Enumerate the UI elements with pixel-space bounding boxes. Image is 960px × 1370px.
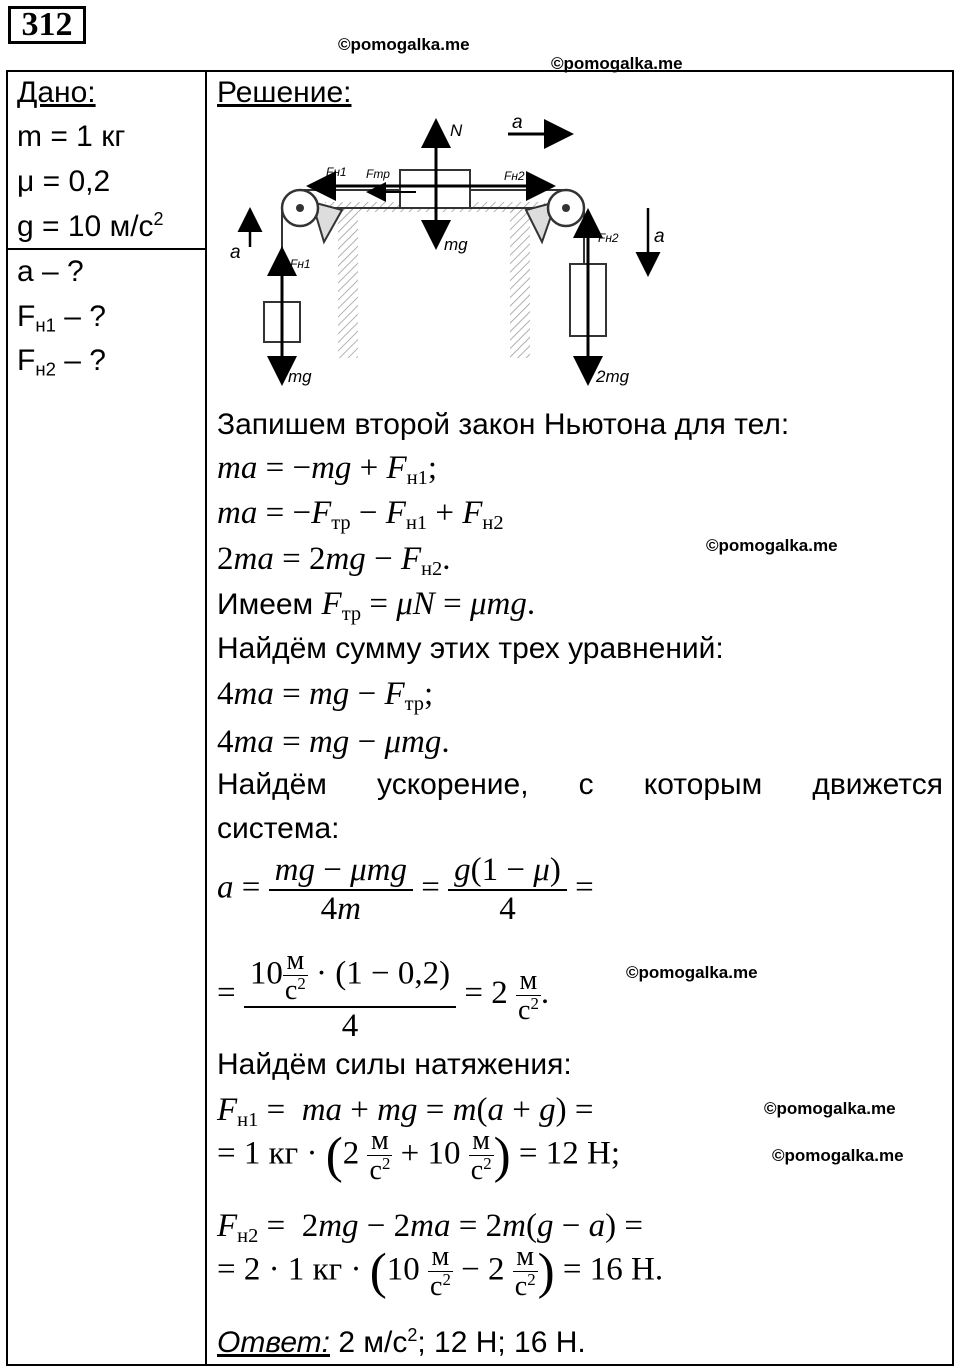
sum-text: Найдём сумму этих трех уравнений:: [217, 632, 724, 665]
sum-equation-2: 4ma = mg − μmg.: [217, 724, 450, 760]
watermark: ©pomogalka.me: [772, 1146, 904, 1165]
given-mu: μ = 0,2: [17, 165, 111, 198]
label-mg-left: mg: [288, 367, 312, 386]
label-ftr: Fтр: [366, 167, 390, 181]
sum-equation-1: 4ma = mg − $F_{тр}$;: [217, 676, 434, 716]
pulley-diagram: [220, 112, 690, 392]
given-find-divider: [6, 248, 206, 250]
table-leg-right: [510, 208, 530, 358]
solution-header: Решение:: [217, 76, 352, 109]
label-mg-table: mg: [444, 235, 468, 254]
given-header: Дано:: [17, 76, 96, 109]
label-fn1-top: Fн1: [326, 165, 347, 179]
equation-1: ma = $-mg + F_{н1}$;: [217, 450, 438, 490]
find-fn1: $F_{н1}$ – ?: [17, 300, 106, 336]
acceleration-calculation: = 10 м $с^2$ · (1 − 0,2) 4 = 2 м $с^2$ .: [217, 945, 550, 1044]
label-fn2-right: Fн2: [598, 231, 619, 245]
table-leg-left: [338, 208, 358, 358]
label-fn2-top: Fн2: [504, 169, 525, 183]
friction-line: Имеем $F_{тр} = \mu N = \mu mg$.: [217, 586, 536, 626]
tension-2-calculation: = 2 · 1 кг · (10 м $с^2$ − 2 м $с^2$ ) = 16 Н.: [217, 1241, 664, 1303]
table-divider: [205, 70, 207, 1366]
tension-1-formula: $F_{н1}$ = ma + mg = m(a + g) =: [217, 1092, 594, 1132]
newton-law-text: Запишем второй закон Ньютона для тел:: [217, 408, 790, 441]
label-a-left: a: [230, 242, 241, 263]
tension-text: Найдём силы натяжения:: [217, 1048, 572, 1081]
acceleration-text-line-2: система:: [217, 812, 340, 845]
label-a-top: a: [512, 112, 523, 133]
equation-3: $2ma = 2mg - F_{н2}$.: [217, 541, 451, 581]
watermark: ©pomogalka.me: [551, 54, 683, 73]
watermark: ©pomogalka.me: [338, 35, 470, 54]
tension-2-formula: $F_{н2} = 2mg - 2ma = 2m(g - a)$ =: [217, 1208, 643, 1248]
watermark: ©pomogalka.me: [764, 1099, 896, 1118]
answer-line: Ответ: 2 $м/с^2$; 12 Н; 16 Н.: [217, 1325, 586, 1359]
watermark: ©pomogalka.me: [626, 963, 758, 982]
acceleration-text-line: Найдём ускорение, с которым движется: [217, 768, 943, 801]
label-2mg: 2mg: [596, 367, 630, 386]
acceleration-formula: a = $\frac{\text{mg − μmg}}{4m}$ = $\frac{g(1 - \mu)}{4}$ =: [217, 852, 594, 927]
find-fn2: $F_{н2}$ – ?: [17, 344, 106, 380]
tension-1-calculation: = 1 кг · (2 м $с^2$ + 10 м $с^2$ ) = 12 Н;: [217, 1125, 621, 1187]
label-N: N: [450, 121, 463, 140]
given-g: g = 10 $м/с^2$: [17, 209, 164, 243]
label-a-right: a: [654, 226, 665, 247]
given-mass: m = 1 кг: [17, 120, 126, 153]
problem-number: 312: [8, 6, 86, 44]
equation-2: ma = $-F_{тр} - F_{н1} + F_{н2}$: [217, 495, 504, 535]
watermark: ©pomogalka.me: [706, 536, 838, 555]
label-fn1-left: Fн1: [290, 257, 311, 271]
find-a: a – ?: [17, 255, 84, 288]
